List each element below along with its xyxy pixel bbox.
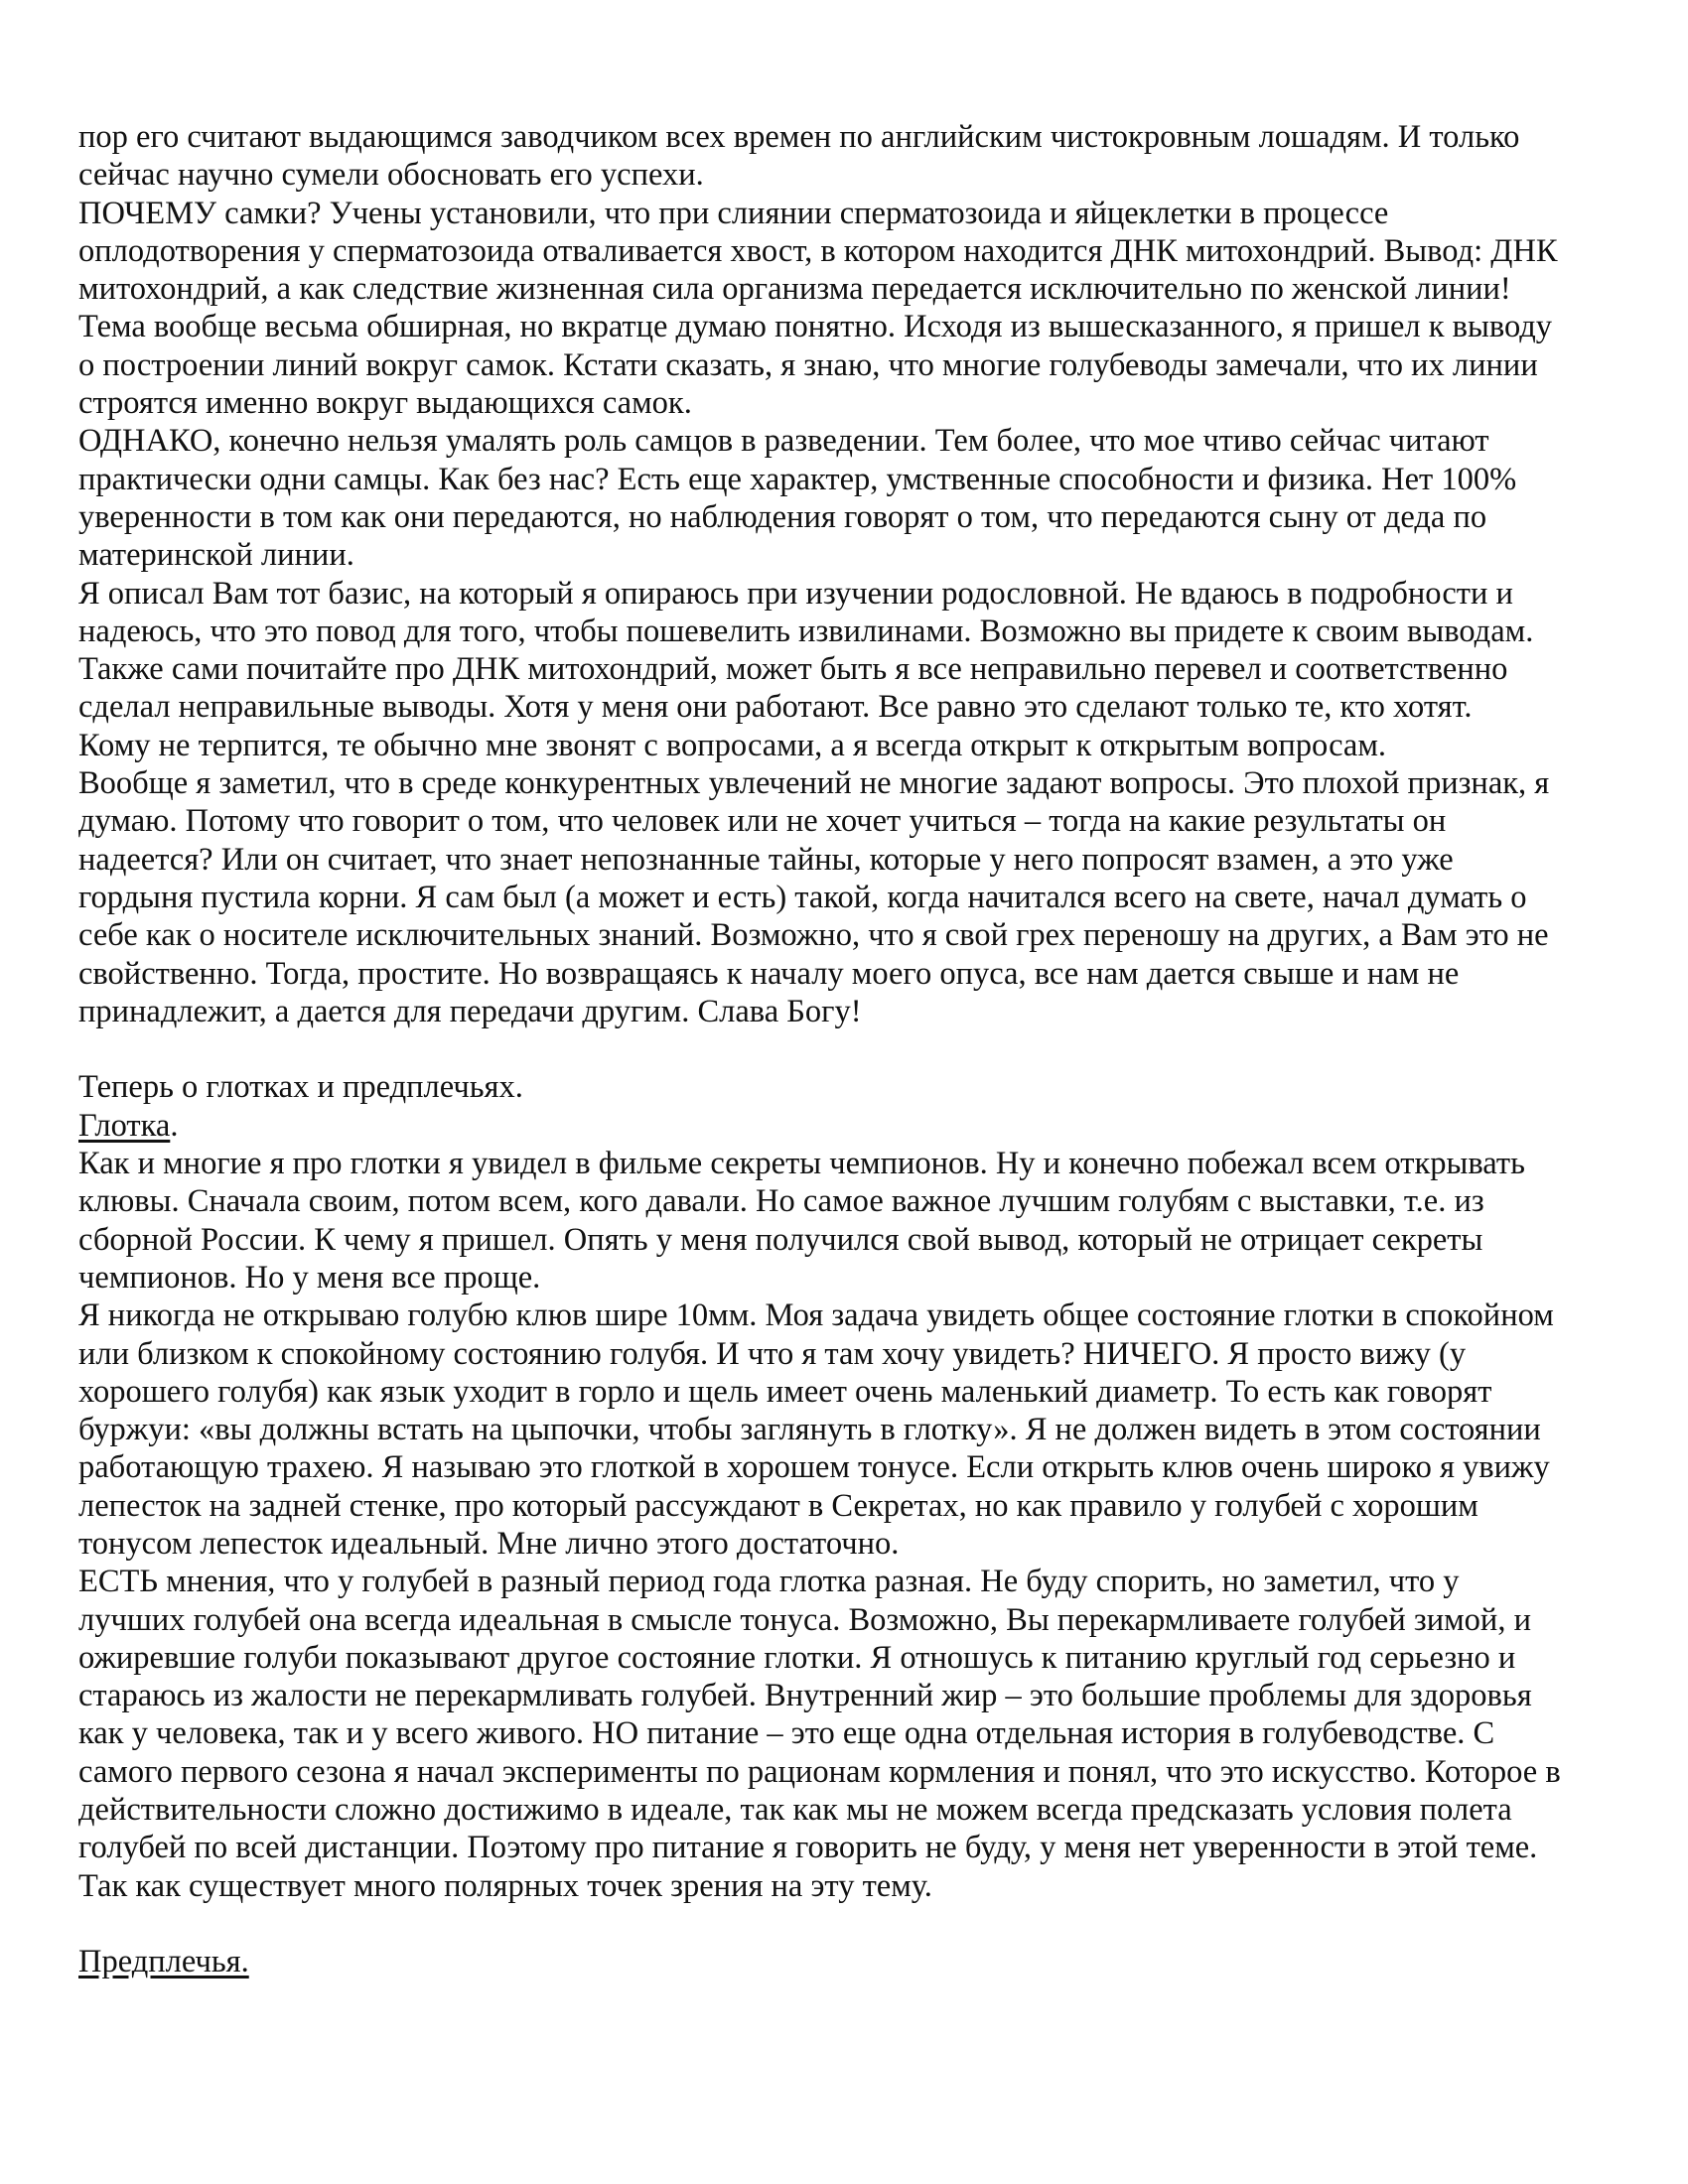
- heading-throat-text: Глотка: [78, 1107, 171, 1144]
- text-line: сборной России. К чему я пришел. Опять у меня получился свой вывод, который не отрицает секреты: [78, 1221, 1483, 1258]
- text-block-part1: [78, 118, 1627, 1030]
- text-line: строятся именно вокруг выдающихся самок.: [78, 385, 692, 422]
- text-line: пор его считают выдающимся заводчиком всех времен по английским чистокровным лошадям. И только: [78, 119, 1520, 155]
- section-intro: Теперь о глотках и предплечьях.: [78, 1069, 523, 1106]
- text-line: клювы. Сначала своим, потом всем, кого давали. Но самое важное лучшим голубям с выставки, т.е. из: [78, 1183, 1484, 1220]
- text-line: уверенности в том как они передаются, но наблюдения говорят о том, что передаются сыну от деда по: [78, 498, 1487, 535]
- text-line: гордыня пустила корни. Я сам был (а может и есть) такой, когда начитался всего на свете, начал думать о: [78, 879, 1527, 915]
- text-line: Я никогда не открываю голубю клюв шире 10мм. Моя задача увидеть общее состояние глотки в спокойном: [78, 1297, 1554, 1334]
- heading-forearms: [78, 1943, 1627, 1980]
- text-line: Как и многие я про глотки я увидел в фильме секреты чемпионов. Ну и конечно побежал всем открывать: [78, 1146, 1525, 1182]
- text-line: надеется? Или он считает, что знает непознанные тайны, которые у него попросят взамен, а это уже: [78, 841, 1454, 878]
- text-block-part2: [78, 1145, 1627, 1905]
- text-line: надеюсь, что это повод для того, чтобы пошевелить извилинами. Возможно вы придете к своим выводам.: [78, 613, 1534, 649]
- text-line: лучших голубей она всегда идеальная в смысле тонуса. Возможно, Вы перекармливаете голубей зимой, и: [78, 1601, 1531, 1638]
- text-line: буржуи: «вы должны встать на цыпочки, чтобы заглянуть в глотку». Я не должен видеть в этом состоянии: [78, 1412, 1541, 1448]
- blank-line: [78, 1030, 1627, 1068]
- text-line: сейчас научно сумели обосновать его успехи.: [78, 157, 704, 194]
- text-line: ОДНАКО, конечно нельзя умалять роль самцов в разведении. Тем более, что мое чтиво сейчас читают: [78, 423, 1489, 460]
- text-line: Я описал Вам тот базис, на который я опираюсь при изучении родословной. Не вдаюсь в подробности и: [78, 575, 1513, 612]
- text-line: принадлежит, а дается для передачи другим. Слава Богу!: [78, 993, 862, 1029]
- document-page: [78, 118, 1627, 1981]
- text-line: или близком к спокойному состоянию голубя. И что я там хочу увидеть? НИЧЕГО. Я просто вижу (у: [78, 1335, 1467, 1372]
- text-line: Вообще я заметил, что в среде конкурентных увлечений не многие задают вопросы. Это плохой признак, я: [78, 765, 1550, 802]
- text-line: действительности сложно достижимо в идеале, так как мы не можем всегда предсказать условия полета: [78, 1792, 1512, 1829]
- text-line: о построении линий вокруг самок. Кстати сказать, я знаю, что многие голубеводы замечали, что их линии: [78, 346, 1538, 383]
- text-line: голубей по всей дистанции. Поэтому про питание я говорить не буду, у меня нет уверенности в этой теме.: [78, 1830, 1538, 1866]
- text-line: чемпионов. Но у меня все проще.: [78, 1259, 541, 1296]
- text-line: Так как существует много полярных точек зрения на эту тему.: [78, 1867, 932, 1904]
- text-line: как у человека, так и у всего живого. НО питание – это еще одна отдельная история в голубеводстве. С: [78, 1715, 1495, 1752]
- text-line: оплодотворения у сперматозоида отваливается хвост, в котором находится ДНК митохондрий. Вывод: ДНК: [78, 232, 1558, 269]
- text-line: Также сами почитайте про ДНК митохондрий, может быть я все неправильно перевел и соответственно: [78, 651, 1508, 688]
- text-line: практически одни самцы. Как без нас? Есть еще характер, умственные способности и физика. Нет 100%: [78, 461, 1517, 497]
- text-line: себе как о носителе исключительных знаний. Возможно, что я свой грех переношу на других, а Вам это не: [78, 917, 1549, 954]
- text-line: думаю. Потому что говорит о том, что человек или не хочет учиться – тогда на какие результаты он: [78, 803, 1447, 840]
- text-line: работающую трахею. Я называю это глоткой в хорошем тонусе. Если открыть клюв очень широко я увижу: [78, 1449, 1550, 1486]
- text-line: Кому не терпится, те обычно мне звонят с вопросами, а я всегда открыт к открытым вопросам.: [78, 727, 1387, 763]
- text-line: Тема вообще весьма обширная, но вкратце думаю понятно. Исходя из вышесказанного, я пришел к выводу: [78, 309, 1553, 345]
- text-line: материнской линии.: [78, 537, 354, 574]
- text-line: свойственно. Тогда, простите. Но возвращаясь к началу моего опуса, все нам дается свыше и нам не: [78, 955, 1460, 992]
- text-line: стараюсь из жалости не перекармливать голубей. Внутренний жир – это большие проблемы для здоровья: [78, 1678, 1532, 1714]
- text-line: тонусом лепесток идеальный. Мне лично этого достаточно.: [78, 1525, 900, 1562]
- text-line: митохондрий, а как следствие жизненная сила организма передается исключительно по женской линии!: [78, 271, 1511, 308]
- blank-line: [78, 1905, 1627, 1943]
- text-line: самого первого сезона я начал эксперименты по рационам кормления и понял, что это искусство. Которое в: [78, 1753, 1561, 1790]
- text-line: ЕСТЬ мнения, что у голубей в разный период года глотка разная. Не буду спорить, но заметил, что у: [78, 1564, 1460, 1600]
- text-line: ожиревшие голуби показывают другое состояние глотки. Я отношусь к питанию круглый год серьезно и: [78, 1639, 1516, 1676]
- text-line: сделал неправильные выводы. Хотя у меня они работают. Все равно это сделают только те, кто хотят.: [78, 689, 1473, 726]
- text-line: хорошего голубя) как язык уходит в горло и щель имеет очень маленький диаметр. То есть как говорят: [78, 1373, 1492, 1410]
- heading-forearms-text: Предплечья.: [78, 1944, 249, 1980]
- text-line: ПОЧЕМУ самки? Учены установили, что при слиянии сперматозоида и яйцеклетки в процессе: [78, 195, 1389, 231]
- heading-throat: [78, 1107, 1627, 1145]
- heading-throat-dot: .: [170, 1107, 179, 1144]
- text-line: лепесток на задней стенке, про который рассуждают в Секретах, но как правило у голубей с хорошим: [78, 1487, 1478, 1524]
